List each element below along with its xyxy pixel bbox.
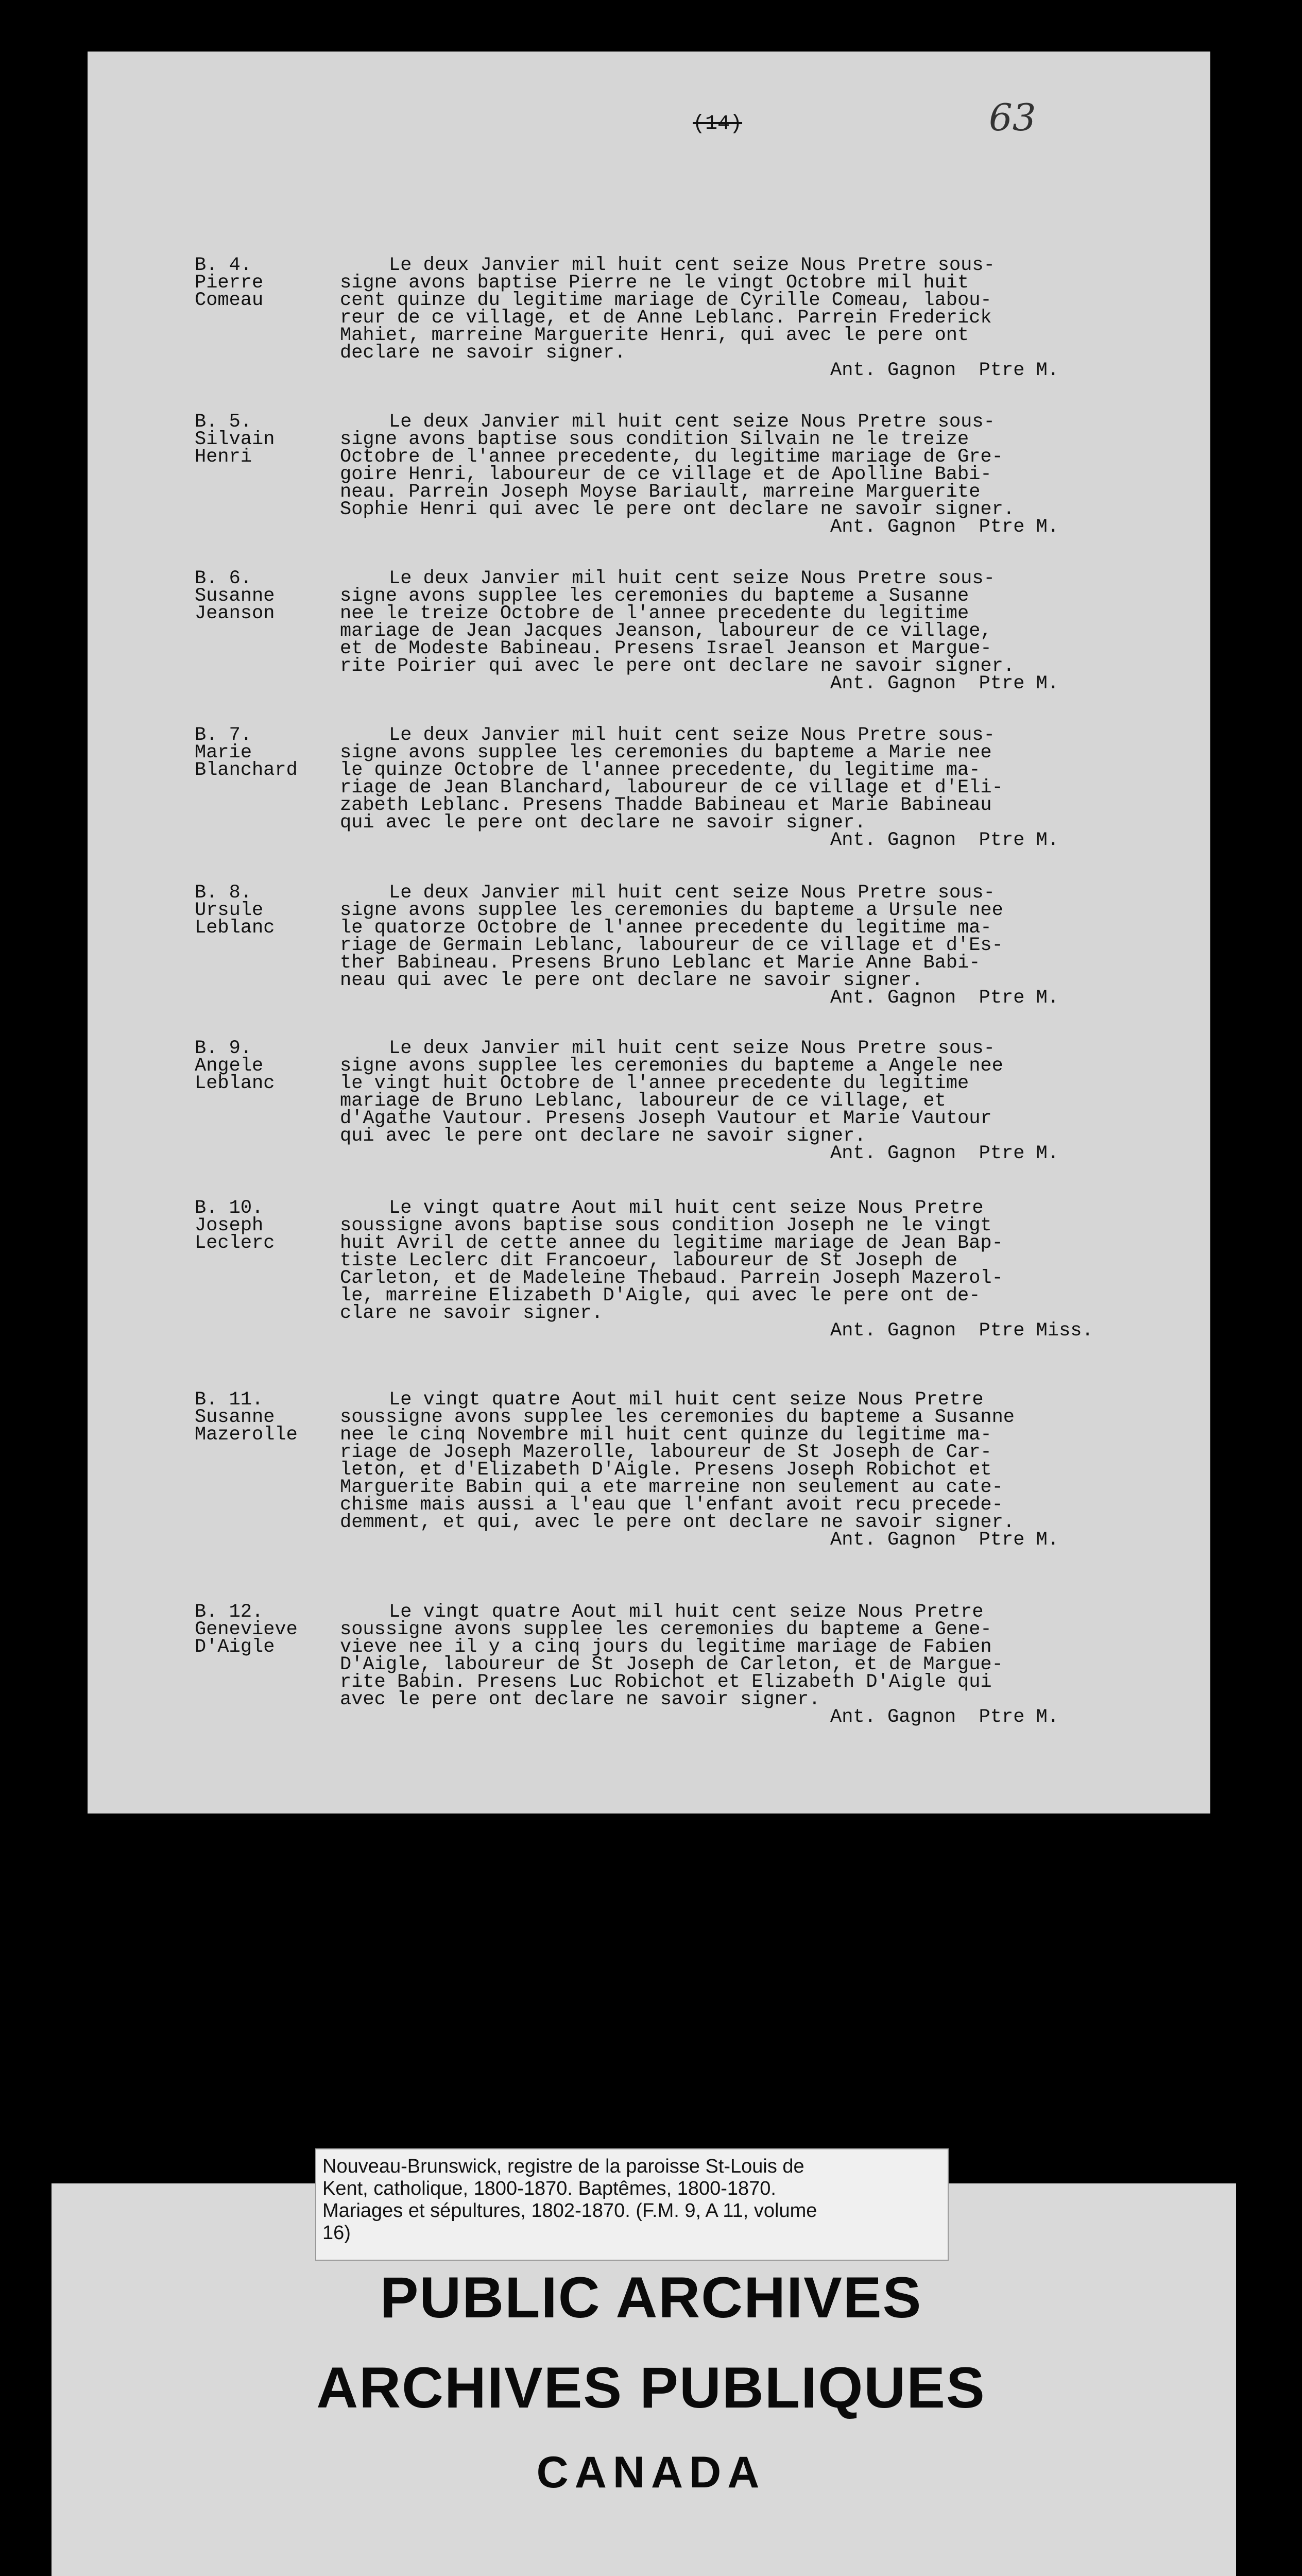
entry-text-line: signe avons supplee les ceremonies du bapteme a Susanne <box>340 585 969 607</box>
priest-signature: Ant. Gagnon Ptre M. <box>830 1529 1059 1551</box>
entry-text-line: qui avec le pere ont declare ne savoir signer. <box>340 1125 866 1147</box>
entry-text-line: D'Aigle, laboureur de St Joseph de Carleton, et de Margue- <box>340 1654 1003 1675</box>
entry-label-line: B. 10. <box>195 1197 264 1219</box>
entry-label <box>195 1603 329 1656</box>
priest-signature: Ant. Gagnon Ptre M. <box>830 1706 1059 1728</box>
entry-text-line: Octobre de l'annee precedente, du legitime mariage de Gre- <box>340 446 1003 468</box>
priest-signature: Ant. Gagnon Ptre M. <box>830 360 1059 381</box>
entry-text-line: ther Babineau. Presens Bruno Leblanc et Marie Anne Babi- <box>340 952 981 974</box>
entry-label-line: Silvain <box>195 429 275 450</box>
entry-text <box>340 726 1143 832</box>
entry-text-line: le, marreine Elizabeth D'Aigle, qui avec le pere ont de- <box>340 1285 981 1307</box>
entry-label <box>195 1199 329 1252</box>
stamp-archives-publiques: ARCHIVES PUBLIQUES <box>316 2355 986 2420</box>
entry-label-line: Blanchard <box>195 759 298 781</box>
entry-label-line: Mazerolle <box>195 1424 298 1446</box>
entry-label-line: Leclerc <box>195 1232 275 1254</box>
priest-signature: Ant. Gagnon Ptre M. <box>830 1143 1059 1164</box>
entry-text-line: riage de Joseph Mazerolle, laboureur de St Joseph de Car- <box>340 1442 992 1463</box>
entry-label-line: Leblanc <box>195 917 275 939</box>
entry-label <box>195 726 329 779</box>
entry-label-line: Susanne <box>195 585 275 607</box>
entry-label <box>195 1040 329 1092</box>
entry-label-line: B. 5. <box>195 411 252 433</box>
entry-text-line: zabeth Leblanc. Presens Thadde Babineau et Marie Babineau <box>340 794 992 816</box>
entry-text-line: signe avons supplee les ceremonies du bapteme a Ursule nee <box>340 900 1003 921</box>
entry-text-line: Le vingt quatre Aout mil huit cent seize Nous Pretre <box>389 1601 984 1623</box>
entry-label-line: B. 6. <box>195 568 252 589</box>
entry-text-line: reur de ce village, et de Anne Leblanc. Parrein Frederick <box>340 307 992 329</box>
entry-label <box>195 570 329 622</box>
entry-label-line: B. 9. <box>195 1038 252 1059</box>
entry-text-line: cent quinze du legitime mariage de Cyrille Comeau, labou- <box>340 290 992 311</box>
entry-text <box>340 413 1143 518</box>
entry-label-line: Angele <box>195 1055 264 1077</box>
entry-label-line: Joseph <box>195 1215 264 1236</box>
entry-text-line: declare ne savoir signer. <box>340 342 626 364</box>
entry-text-line: chisme mais aussi a l'eau que l'enfant avoit recu precede- <box>340 1494 1003 1516</box>
entry-text <box>340 1603 1143 1708</box>
entry-text <box>340 1199 1143 1322</box>
entry-text-line: vieve nee il y a cinq jours du legitime mariage de Fabien <box>340 1636 992 1658</box>
entry-text-line: signe avons supplee les ceremonies du bapteme a Marie nee <box>340 742 992 764</box>
archive-note <box>315 2148 949 2261</box>
entry-text <box>340 1391 1143 1531</box>
entry-label-line: Leblanc <box>195 1073 275 1094</box>
entry-text-line: clare ne savoir signer. <box>340 1302 603 1324</box>
entry-text-line: demment, et qui, avec le pere ont declare ne savoir signer. <box>340 1512 1015 1533</box>
entry-text-line: leton, et d'Elizabeth D'Aigle. Presens Joseph Robichot et <box>340 1459 992 1481</box>
entry-label-line: B. 11. <box>195 1389 264 1411</box>
entry-text-line: soussigne avons baptise sous condition Joseph ne le vingt <box>340 1215 992 1236</box>
entry-text-line: Le deux Janvier mil huit cent seize Nous Pretre sous- <box>389 255 995 276</box>
archive-note-line: Kent, catholique, 1800-1870. Baptêmes, 1800-1870. <box>322 2178 776 2199</box>
entry-text-line: Le deux Janvier mil huit cent seize Nous Pretre sous- <box>389 724 995 746</box>
entry-text-line: signe avons supplee les ceremonies du bapteme a Angele nee <box>340 1055 1003 1077</box>
handwritten-page-number: 63 <box>989 96 1036 139</box>
entry-text-line: rite Poirier qui avec le pere ont declare ne savoir signer. <box>340 655 1015 677</box>
entry-text <box>340 257 1143 362</box>
entry-text-line: d'Agathe Vautour. Presens Joseph Vautour et Marie Vautour <box>340 1108 992 1129</box>
archive-note-line: 16) <box>322 2222 351 2244</box>
entry-text-line: tiste Leclerc dit Francoeur, laboureur de St Joseph de <box>340 1250 957 1272</box>
entry-label-line: B. 7. <box>195 724 252 746</box>
archive-note-line: Mariages et sépultures, 1802-1870. (F.M. 9, A 11, volume <box>322 2200 817 2222</box>
entry-label-line: Susanne <box>195 1406 275 1428</box>
priest-signature: Ant. Gagnon Ptre M. <box>830 673 1059 694</box>
entry-label-line: Ursule <box>195 900 264 921</box>
entry-text-line: Le deux Janvier mil huit cent seize Nous Pretre sous- <box>389 882 995 904</box>
entry-label <box>195 1391 329 1444</box>
entry-text <box>340 1040 1143 1145</box>
entry-text-line: le quatorze Octobre de l'annee precedente du legitime ma- <box>340 917 992 939</box>
entry-text-line: huit Avril de cette annee du legitime mariage de Jean Bap- <box>340 1232 1003 1254</box>
entry-text-line: rite Babin. Presens Luc Robichot et Elizabeth D'Aigle qui <box>340 1671 992 1693</box>
stamp-public-archives: PUBLIC ARCHIVES <box>380 2265 922 2330</box>
entry-label-line: B. 8. <box>195 882 252 904</box>
entry-label-line: Comeau <box>195 290 264 311</box>
entry-text-line: nee le treize Octobre de l'annee precedente du legitime <box>340 603 969 624</box>
entry-label-line: B. 12. <box>195 1601 264 1623</box>
entry-text-line: soussigne avons supplee les ceremonies du bapteme a Gene- <box>340 1619 992 1640</box>
entry-text-line: Carleton, et de Madeleine Thebaud. Parrein Joseph Mazerol- <box>340 1267 1003 1289</box>
entry-text-line: soussigne avons supplee les ceremonies du bapteme a Susanne <box>340 1406 1015 1428</box>
entry-label-line: Henri <box>195 446 252 468</box>
entry-text-line: Mahiet, marreine Marguerite Henri, qui avec le pere ont <box>340 325 969 346</box>
typed-page-number: (14) <box>693 112 743 135</box>
entry-label-line: Genevieve <box>195 1619 298 1640</box>
entry-text-line: neau qui avec le pere ont declare ne savoir signer. <box>340 970 923 991</box>
entry-text-line: neau. Parrein Joseph Moyse Bariault, marreine Marguerite <box>340 481 981 503</box>
entry-label <box>195 257 329 309</box>
entry-label <box>195 884 329 937</box>
entry-text <box>340 570 1143 675</box>
entry-text-line: le quinze Octobre de l'annee precedente, du legitime ma- <box>340 759 981 781</box>
entry-text <box>340 884 1143 989</box>
entry-text-line: Le deux Janvier mil huit cent seize Nous Pretre sous- <box>389 1038 995 1059</box>
entry-label-line: D'Aigle <box>195 1636 275 1658</box>
entry-text-line: avec le pere ont declare ne savoir signer. <box>340 1689 820 1710</box>
entry-text-line: qui avec le pere ont declare ne savoir signer. <box>340 812 866 834</box>
archive-note-line: Nouveau-Brunswick, registre de la paroisse St-Louis de <box>322 2156 804 2177</box>
stamp-canada: CANADA <box>536 2448 766 2497</box>
entry-text-line: le vingt huit Octobre de l'annee precedente du legitime <box>340 1073 969 1094</box>
entry-label <box>195 413 329 466</box>
entry-text-line: Marguerite Babin qui a ete marreine non seulement au cate- <box>340 1477 1003 1498</box>
entry-text-line: signe avons baptise sous condition Silvain ne le treize <box>340 429 969 450</box>
entry-text-line: goire Henri, laboureur de ce village et de Apolline Babi- <box>340 464 992 485</box>
entry-text-line: signe avons baptise Pierre ne le vingt Octobre mil huit <box>340 272 969 294</box>
entry-text-line: mariage de Jean Jacques Jeanson, laboureur de ce village, <box>340 620 992 642</box>
entry-text-line: Sophie Henri qui avec le pere ont declare ne savoir signer. <box>340 499 1015 520</box>
entry-text-line: nee le cinq Novembre mil huit cent quinze du legitime ma- <box>340 1424 992 1446</box>
entry-text-line: et de Modeste Babineau. Presens Israel Jeanson et Margue- <box>340 638 992 659</box>
entry-text-line: Le vingt quatre Aout mil huit cent seize Nous Pretre <box>389 1389 984 1411</box>
entry-text-line: riage de Jean Blanchard, laboureur de ce village et d'Eli- <box>340 777 1003 799</box>
priest-signature: Ant. Gagnon Ptre M. <box>830 829 1059 851</box>
entry-text-line: Le deux Janvier mil huit cent seize Nous Pretre sous- <box>389 568 995 589</box>
entry-text-line: riage de Germain Leblanc, laboureur de ce village et d'Es- <box>340 935 1003 956</box>
priest-signature: Ant. Gagnon Ptre M. <box>830 516 1059 538</box>
entry-label-line: Jeanson <box>195 603 275 624</box>
priest-signature: Ant. Gagnon Ptre Miss. <box>830 1320 1093 1342</box>
entry-label-line: B. 4. <box>195 255 252 276</box>
entry-text-line: mariage de Bruno Leblanc, laboureur de ce village, et <box>340 1090 946 1112</box>
entry-text-line: Le vingt quatre Aout mil huit cent seize Nous Pretre <box>389 1197 984 1219</box>
entry-label-line: Marie <box>195 742 252 764</box>
priest-signature: Ant. Gagnon Ptre M. <box>830 987 1059 1009</box>
entry-text-line: Le deux Janvier mil huit cent seize Nous Pretre sous- <box>389 411 995 433</box>
entry-label-line: Pierre <box>195 272 264 294</box>
